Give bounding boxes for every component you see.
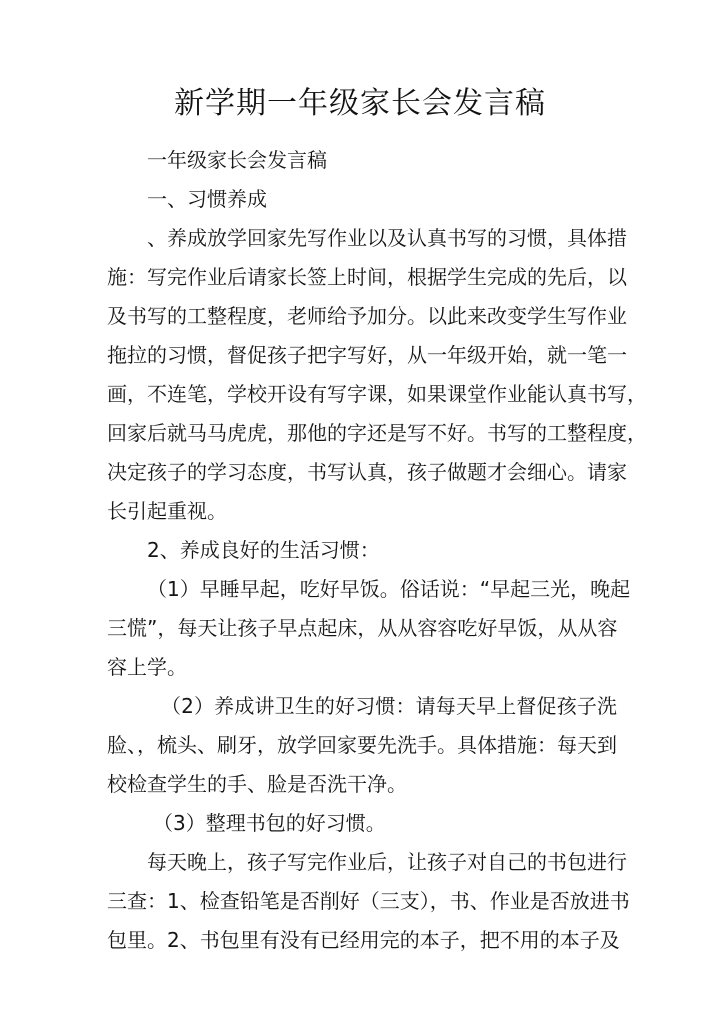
paragraph-line: 三慌”，每天让孩子早点起床，从从容容吃好早饭，从从容 [107, 616, 618, 640]
paragraph-line: 容上学。 [107, 655, 187, 679]
paragraph-line: 包里。2、书包里有没有已经用完的本子，把不用的本子及 [107, 928, 620, 952]
section-heading-habits: 一、习惯养成 [147, 187, 267, 211]
subtitle-line: 一年级家长会发言稿 [147, 148, 327, 172]
paragraph-line: 拖拉的习惯，督促孩子把字写好，从一年级开始，就一笔一 [107, 343, 627, 367]
paragraph-line: 及书写的工整程度，老师给予加分。以此来改变学生写作业 [107, 304, 627, 328]
paragraph-line: 三查：1、检查铅笔是否削好（三支），书、作业是否放进书 [107, 889, 630, 913]
paragraph-line: （1）早睡早起，吃好早饭。俗话说：“早起三光，晚起 [147, 577, 631, 601]
paragraph-line: 脸、，梳头、刷牙，放学回家要先洗手。具体措施：每天到 [107, 733, 617, 757]
paragraph-line: 画，不连笔，学校开设有写字课，如果课堂作业能认真书写， [107, 382, 647, 406]
paragraph-line: （2）养成讲卫生的好习惯：请每天早上督促孩子洗 [161, 694, 617, 718]
paragraph-line: 施：写完作业后请家长签上时间，根据学生完成的先后，以 [107, 265, 627, 289]
subheading-living-habits: 2、养成良好的生活习惯： [147, 538, 380, 562]
document-body [107, 141, 647, 960]
paragraph-line: 每天晚上，孩子写完作业后，让孩子对自己的书包进行 [147, 850, 627, 874]
document-title: 新学期一年级家长会发言稿 [174, 86, 546, 121]
paragraph-line: 决定孩子的学习态度，书写认真，孩子做题才会细心。请家 [107, 460, 627, 484]
paragraph-line: 、养成放学回家先写作业以及认真书写的习惯，具体措 [147, 226, 627, 250]
paragraph-line: 回家后就马马虎虎，那他的字还是写不好。书写的工整程度， [107, 421, 647, 445]
paragraph-line: 校检查学生的手、脸是否洗干净。 [107, 772, 407, 796]
subheading-schoolbag: （3）整理书包的好习惯。 [153, 811, 386, 835]
paragraph-line: 长引起重视。 [107, 499, 227, 523]
